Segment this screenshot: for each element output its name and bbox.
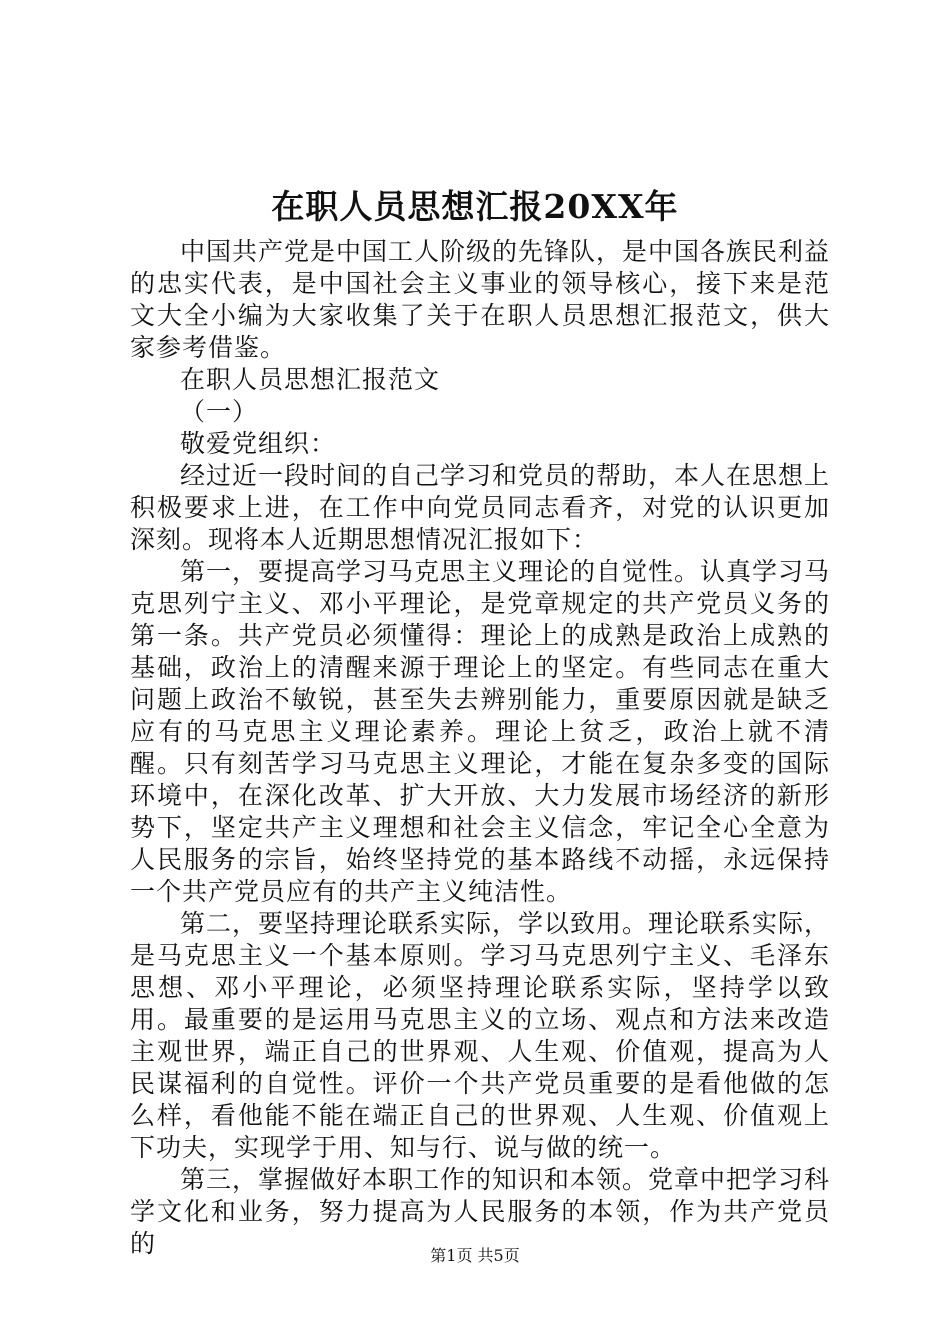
document-title: 在职人员思想汇报20XX年 [271,187,679,226]
paragraph-subheading: 在职人员思想汇报范文 [180,365,441,394]
paragraph-point-two: 第二，要坚持理论联系实际，学以致用。理论联系实际，是马克思主义一个基本原则。学习马克思列宁主义、毛泽东思想、邓小平理论，必须坚持理论联系实际，坚持学以致用。最重要的是运用马克思主义的立场、观点和方法来改造主观世界，端正自己的世界观、人生观、价值观，提高为人民谋福利的自觉性。评价一个共产党员重要的是看他做的怎么样，看他能不能在端正自己的世界观、人生观、价值观上下功夫，实现学于用、知与行、说与做的统一。 [130,909,831,1162]
paragraph-salutation: 敬爱党组织： [180,429,337,458]
paragraph-intro: 中国共产党是中国工人阶级的先锋队，是中国各族民利益的忠实代表，是中国社会主义事业的领导核心，接下来是范文大全小编为大家收集了关于在职人员思想汇报范文，供大家参考借鉴。 [130,237,831,362]
paragraph-point-three: 第三，掌握做好本职工作的知识和本领。党章中把学习科学文化和业务，努力提高为人民服务的本领，作为共产党员的 [130,1165,831,1258]
page-footer: 第1页 共5页 [430,1246,520,1265]
paragraph-section-number: （一） [180,397,259,426]
paragraph-point-one: 第一，要提高学习马克思主义理论的自觉性。认真学习马克思列宁主义、邓小平理论，是党章规定的共产党员义务的第一条。共产党员必须懂得：理论上的成熟是政治上成熟的基础，政治上的清醒来源于理论上的坚定。有些同志在重大问题上政治不敏锐，甚至失去辨别能力，重要原因就是缺乏应有的马克思主义理论素养。理论上贫乏，政治上就不清醒。只有刻苦学习马克思主义理论，才能在复杂多变的国际环境中，在深化改革、扩大开放、大力发展市场经济的新形势下，坚定共产主义理想和社会主义信念，牢记全心全意为人民服务的宗旨，始终坚持党的基本路线不动摇，永远保持一个共产党员应有的共产主义纯洁性。 [130,557,831,906]
paragraph-opening: 经过近一段时间的自己学习和党员的帮助，本人在思想上积极要求上进，在工作中向党员同志看齐，对党的认识更加深刻。现将本人近期思想情况汇报如下： [130,461,831,554]
document-body [130,236,830,1260]
